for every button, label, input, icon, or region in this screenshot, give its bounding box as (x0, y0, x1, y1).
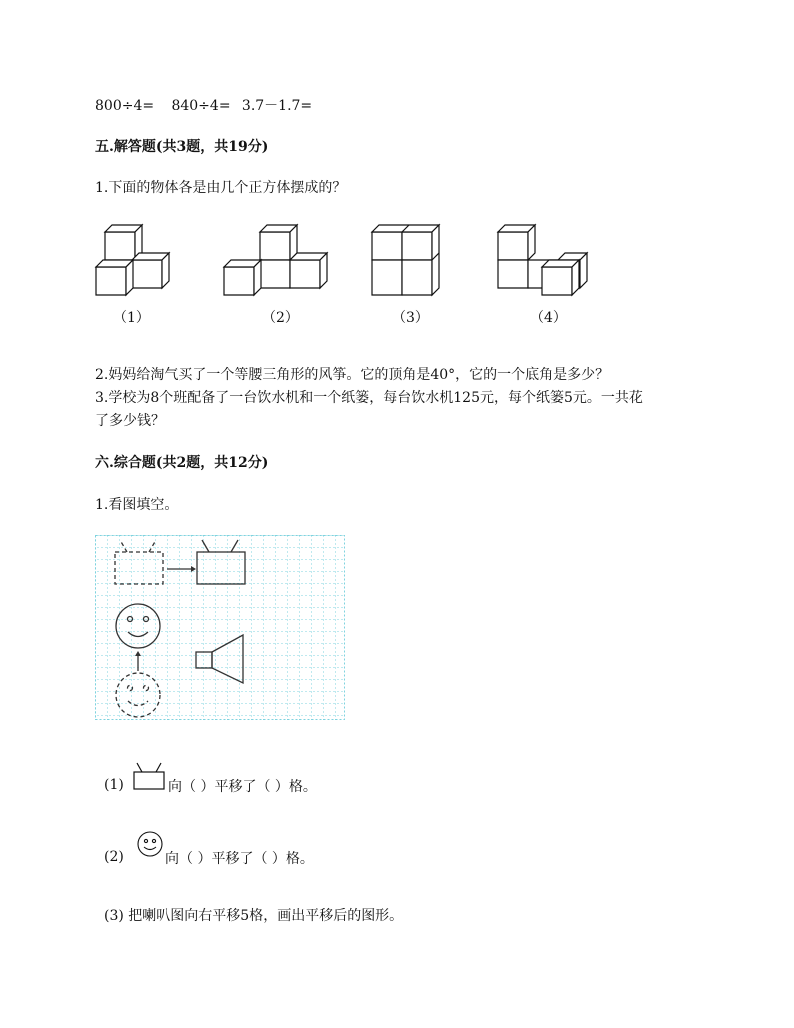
sub1-number: (1) (104, 777, 124, 793)
section6-heading: 六.综合题(共2题，共12分) (95, 455, 269, 471)
translation-grid (95, 535, 345, 720)
figure-label-3: （3） (392, 310, 429, 326)
cube-figure-3 (372, 225, 439, 295)
arith-item-3: 3.7－1.7= (241, 98, 313, 114)
cube-figures (90, 218, 610, 308)
tv-icon (133, 761, 167, 791)
section5-heading: 五.解答题(共3题，共19分) (95, 139, 269, 155)
section5-q3-line2: 了多少钱？ (95, 413, 165, 429)
section5-q2: 2.妈妈给淘气买了一个等腰三角形的风筝。它的顶角是40°，它的一个底角是多少？ (95, 367, 610, 383)
smiley-icon (136, 830, 164, 858)
figure-label-2: （2） (262, 310, 299, 326)
arith-item-1: 800÷4= (95, 98, 155, 114)
sub1-text: 向（ ）平移了（ ）格。 (168, 779, 317, 795)
sub3-text: (3) 把喇叭图向右平移5格，画出平移后的图形。 (104, 908, 404, 924)
arith-item-2: 840÷4= (171, 98, 231, 114)
section5-q3-line1: 3.学校为8个班配备了一台饮水机和一个纸篓，每台饮水机125元，每个纸篓5元。一共花 (95, 390, 643, 406)
arithmetic-row (95, 95, 312, 115)
cube-figure-1 (96, 225, 169, 295)
sub2-text: 向（ ）平移了（ ）格。 (165, 851, 314, 867)
section6-q1: 1.看图填空。 (95, 497, 179, 513)
cube-figure-2 (224, 225, 327, 295)
sub2-number: (2) (104, 849, 124, 865)
cube-figure-4 (498, 225, 587, 295)
figure-label-1: （1） (113, 310, 150, 326)
section5-q1: 1.下面的物体各是由几个正方体摆成的？ (95, 180, 347, 196)
figure-label-4: （4） (530, 310, 567, 326)
